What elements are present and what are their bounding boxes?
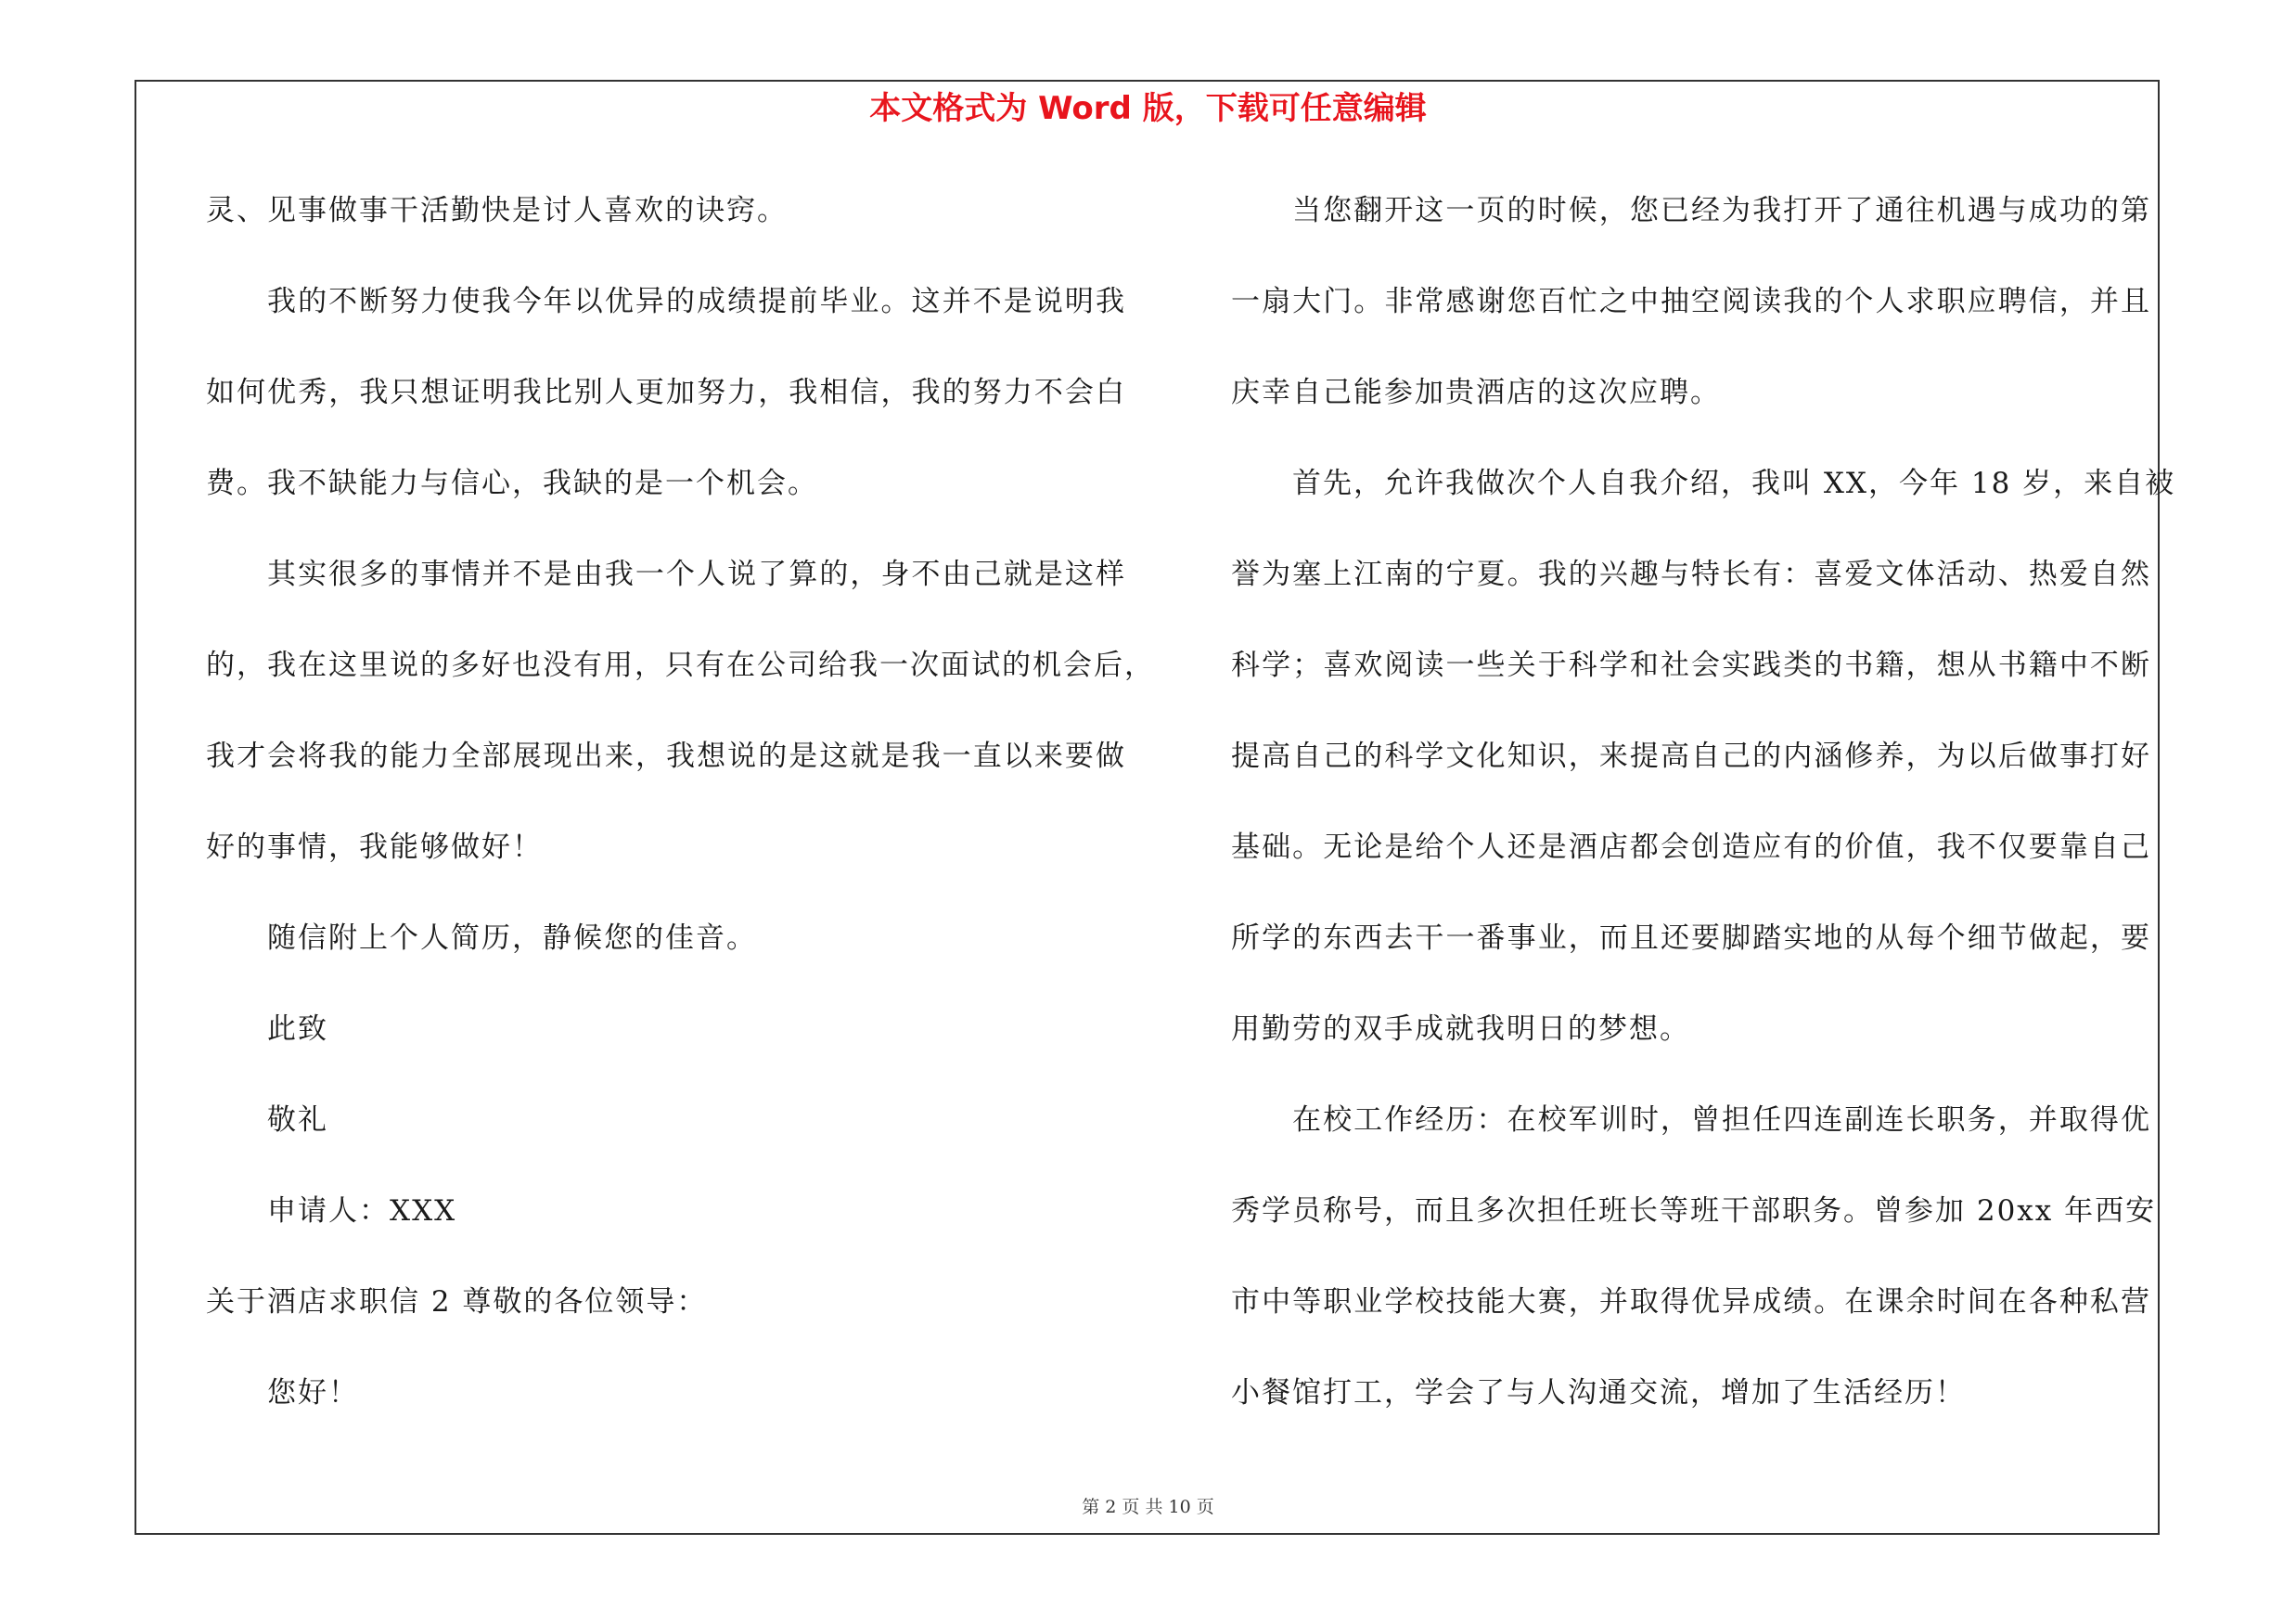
text-line: 申请人：XXX xyxy=(267,1194,457,1228)
text-line: 提高自己的科学文化知识，来提高自己的内涵修养，为以后做事打好 xyxy=(1231,740,2151,773)
text-line: 我才会将我的能力全部展现出来，我想说的是这就是我一直以来要做 xyxy=(206,740,1126,773)
text-line: 费。我不缺能力与信心，我缺的是一个机会。 xyxy=(206,467,818,500)
text-line: 随信附上个人简历，静候您的佳音。 xyxy=(267,921,757,955)
text-line: 的，我在这里说的多好也没有用，只有在公司给我一次面试的机会后， xyxy=(206,649,1155,682)
text-line: 小餐馆打工，学会了与人沟通交流，增加了生活经历！ xyxy=(1231,1376,1966,1410)
text-line: 敬礼 xyxy=(267,1103,328,1137)
text-line: 基础。无论是给个人还是酒店都会创造应有的价值，我不仅要靠自己 xyxy=(1231,831,2151,864)
word-format-banner: 本文格式为 Word 版，下载可任意编辑 xyxy=(869,90,1427,127)
page-number-footer: 第 2 页 共 10 页 xyxy=(1082,1497,1214,1517)
left-text-column xyxy=(206,184,1155,1457)
text-line: 如何优秀，我只想证明我比别人更加努力，我相信，我的努力不会白 xyxy=(206,376,1126,409)
text-line: 庆幸自己能参加贵酒店的这次应聘。 xyxy=(1231,376,1721,409)
text-line: 其实很多的事情并不是由我一个人说了算的，身不由己就是这样 xyxy=(267,558,1126,591)
text-line: 在校工作经历：在校军训时，曾担任四连副连长职务，并取得优 xyxy=(1292,1103,2151,1137)
text-line: 好的事情，我能够做好！ xyxy=(206,831,543,864)
text-line: 您好！ xyxy=(267,1376,359,1410)
text-line: 用勤劳的双手成就我明日的梦想。 xyxy=(1231,1012,1690,1046)
text-line: 科学；喜欢阅读一些关于科学和社会实践类的书籍，想从书籍中不断 xyxy=(1231,649,2151,682)
text-line: 首先，允许我做次个人自我介绍，我叫 XX，今年 18 岁，来自被 xyxy=(1292,467,2176,500)
text-line: 此致 xyxy=(267,1012,328,1046)
text-line: 誉为塞上江南的宁夏。我的兴趣与特长有：喜爱文体活动、热爱自然 xyxy=(1231,558,2151,591)
text-line: 秀学员称号，而且多次担任班长等班干部职务。曾参加 20xx 年西安 xyxy=(1231,1194,2157,1228)
right-text-column xyxy=(1231,184,2176,1457)
text-line: 关于酒店求职信 2 尊敬的各位领导： xyxy=(206,1285,708,1319)
text-line: 灵、见事做事干活勤快是讨人喜欢的诀窍。 xyxy=(206,194,788,227)
text-line: 一扇大门。非常感谢您百忙之中抽空阅读我的个人求职应聘信，并且 xyxy=(1231,285,2151,318)
text-line: 市中等职业学校技能大赛，并取得优异成绩。在课余时间在各种私营 xyxy=(1231,1285,2151,1319)
text-line: 当您翻开这一页的时候，您已经为我打开了通往机遇与成功的第 xyxy=(1292,194,2151,227)
text-line: 所学的东西去干一番事业，而且还要脚踏实地的从每个细节做起，要 xyxy=(1231,921,2151,955)
text-line: 我的不断努力使我今年以优异的成绩提前毕业。这并不是说明我 xyxy=(267,285,1126,318)
